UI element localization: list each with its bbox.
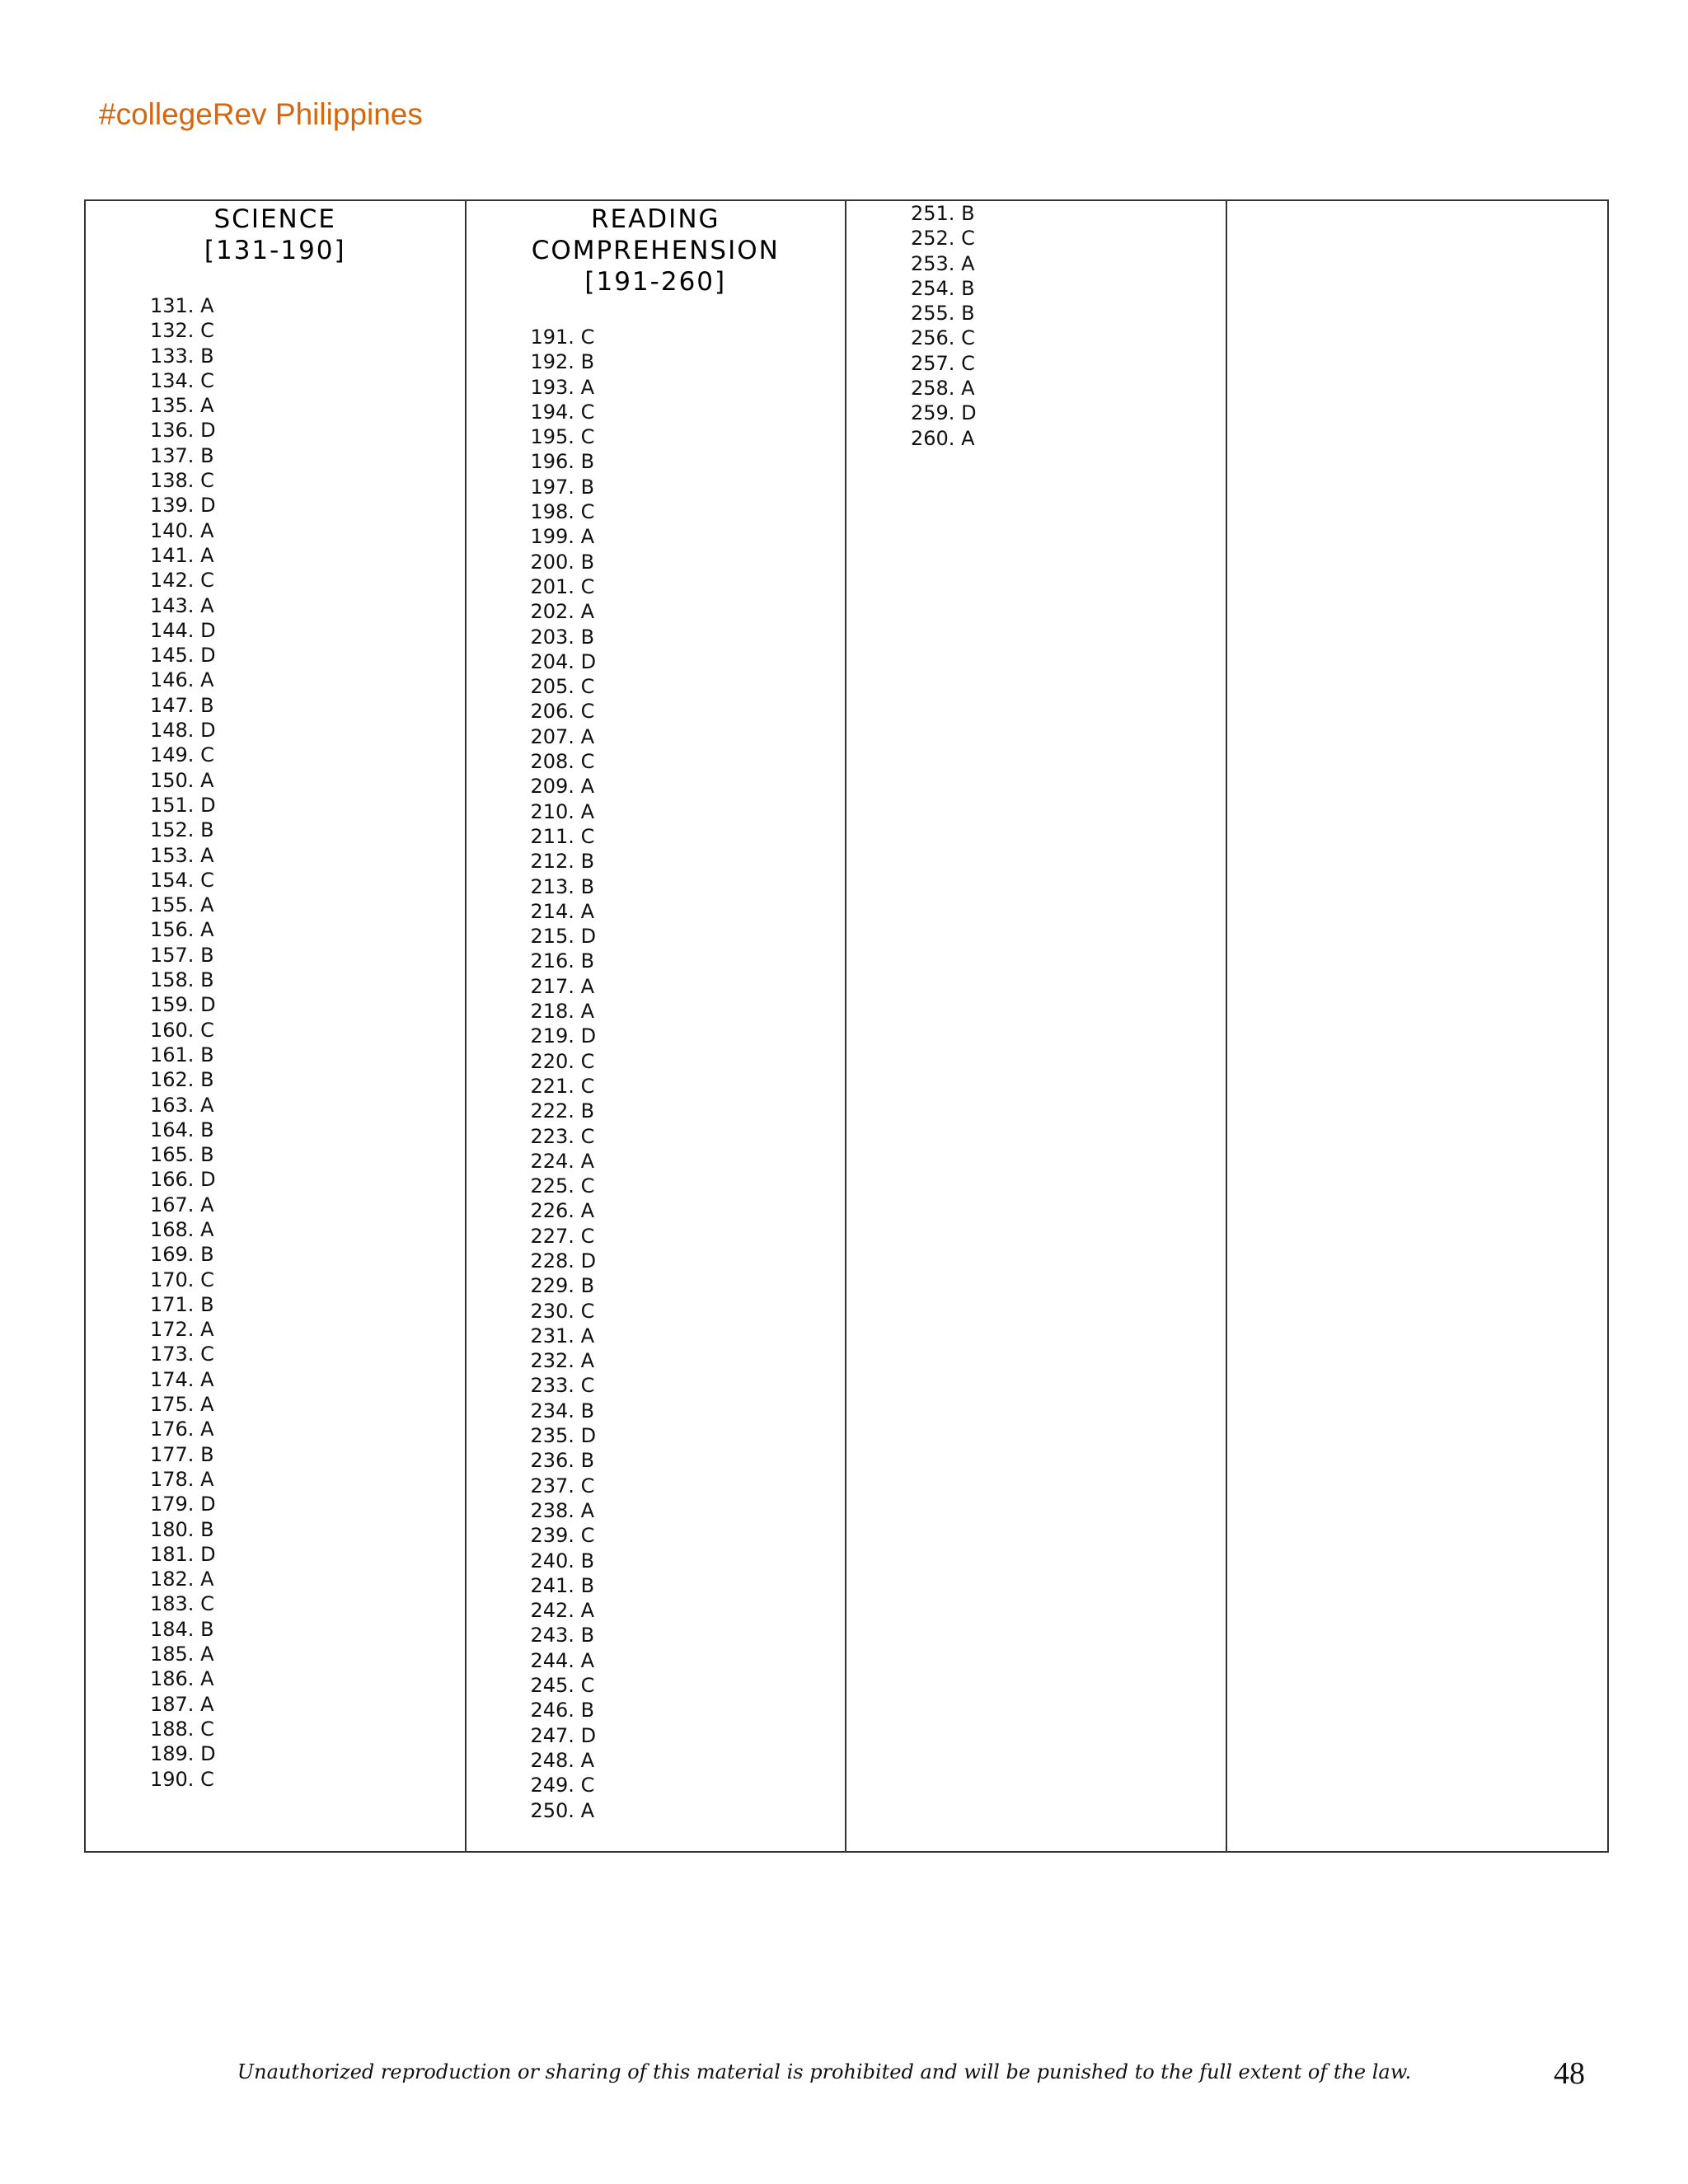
answer-item: 258. A (911, 377, 975, 401)
answer-item: 177. B (150, 1442, 214, 1466)
answer-item: 165. B (150, 1143, 214, 1167)
answer-item: 209. A (530, 775, 594, 799)
answer-item: 244. A (530, 1648, 594, 1672)
answer-item: 259. D (911, 401, 977, 425)
answer-item: 138. C (150, 469, 214, 493)
answer-item: 175. A (150, 1393, 214, 1417)
reading-header (467, 204, 846, 298)
answer-item: 162. B (150, 1068, 214, 1092)
answer-item: 182. A (150, 1568, 214, 1591)
answer-item: 135. A (150, 394, 214, 418)
answer-item: 188. C (150, 1717, 214, 1741)
answer-item: 210. A (530, 799, 594, 823)
section-title: SCIENCE (213, 204, 336, 234)
answer-item: 249. C (530, 1774, 595, 1797)
answer-item: 248. A (530, 1748, 594, 1772)
answer-item: 197. B (530, 475, 595, 499)
answer-item: 172. A (150, 1318, 214, 1342)
answer-item: 185. A (150, 1643, 214, 1666)
copyright-notice: Unauthorized reproduction or sharing of this material is prohibited and will be punished to the full extent of the law. (237, 2060, 1412, 2083)
answer-item: 213. B (530, 874, 595, 898)
answer-item: 134. C (150, 368, 214, 392)
answer-item: 154. C (150, 868, 214, 892)
answer-item: 235. D (530, 1424, 597, 1448)
answer-item: 239. C (530, 1524, 595, 1548)
answer-item: 204. D (530, 649, 597, 673)
answer-item: 179. D (150, 1493, 216, 1516)
answer-item: 194. C (530, 400, 595, 424)
section-title: READING COMPREHENSION (531, 204, 780, 265)
answer-item: 217. A (530, 974, 594, 998)
answer-item: 170. C (150, 1268, 214, 1291)
answer-item: 137. B (150, 443, 214, 467)
answer-item: 236. B (530, 1449, 595, 1473)
answer-item: 223. C (530, 1124, 595, 1148)
answer-item: 199. A (530, 525, 594, 549)
answer-item: 187. A (150, 1692, 214, 1716)
answer-item: 232. A (530, 1349, 594, 1373)
answer-item: 190. C (150, 1767, 214, 1791)
section-range: [191-260] (584, 267, 727, 297)
answer-item: 250. A (530, 1798, 594, 1822)
answer-item: 166. D (150, 1168, 216, 1192)
answer-item: 158. B (150, 968, 214, 992)
answer-item: 142. C (150, 569, 214, 593)
answer-item: 255. B (911, 302, 975, 326)
answer-item: 207. A (530, 724, 594, 748)
answer-item: 260. A (911, 426, 975, 450)
answer-item: 224. A (530, 1149, 594, 1173)
answer-item: 221. C (530, 1074, 595, 1098)
answer-item: 169. B (150, 1243, 214, 1267)
section-range: [131-190] (204, 236, 346, 265)
answer-item: 251. B (911, 202, 975, 225)
answer-item: 225. C (530, 1174, 595, 1198)
answer-item: 228. D (530, 1249, 597, 1272)
answer-item: 196. B (530, 450, 595, 474)
answer-item: 214. A (530, 899, 594, 923)
answer-item: 168. A (150, 1217, 214, 1241)
answer-item: 178. A (150, 1467, 214, 1491)
answer-item: 240. B (530, 1549, 595, 1572)
answer-item: 150. A (150, 768, 214, 792)
answer-item: 195. C (530, 425, 595, 449)
science-column (86, 201, 467, 1851)
page-number: 48 (1554, 2056, 1585, 2091)
answer-item: 256. C (911, 326, 975, 350)
answer-item: 241. B (530, 1573, 595, 1597)
answer-item: 171. B (150, 1292, 214, 1316)
answer-item: 201. C (530, 574, 595, 598)
answer-item: 203. B (530, 625, 595, 649)
answer-list (150, 293, 216, 1792)
answer-item: 234. B (530, 1399, 595, 1422)
answer-item: 149. C (150, 743, 214, 767)
answer-item: 219. D (530, 1024, 597, 1048)
answer-item: 176. A (150, 1418, 214, 1441)
answer-item: 230. C (530, 1299, 595, 1323)
answer-item: 227. C (530, 1224, 595, 1248)
answer-item: 141. A (150, 543, 214, 567)
answer-item: 133. B (150, 344, 214, 368)
answer-item: 229. B (530, 1274, 595, 1298)
answer-item: 220. C (530, 1049, 595, 1073)
answer-item: 139. D (150, 494, 216, 518)
answer-item: 218. A (530, 1000, 594, 1024)
answer-item: 183. C (150, 1592, 214, 1616)
answer-item: 131. A (150, 294, 214, 317)
answer-item: 226. A (530, 1199, 594, 1223)
answer-item: 245. C (530, 1674, 595, 1698)
answer-item: 215. D (530, 925, 597, 949)
answer-item: 145. D (150, 644, 216, 668)
answer-item: 140. A (150, 518, 214, 542)
answer-item: 192. B (530, 350, 595, 374)
answer-item: 198. C (530, 500, 595, 524)
answer-item: 157. B (150, 943, 214, 967)
answer-item: 246. B (530, 1699, 595, 1722)
answer-item: 205. C (530, 675, 595, 699)
answer-item: 211. C (530, 824, 595, 848)
answer-item: 180. B (150, 1517, 214, 1541)
answer-item: 200. B (530, 550, 595, 574)
answer-item: 184. B (150, 1617, 214, 1641)
answer-item: 202. A (530, 600, 594, 624)
answer-item: 253. A (911, 251, 975, 275)
answer-list (531, 325, 597, 1823)
answer-item: 243. B (530, 1624, 595, 1647)
answer-item: 189. D (150, 1742, 216, 1766)
answer-key-table (84, 199, 1609, 1853)
answer-item: 147. B (150, 693, 214, 717)
answer-item: 237. C (530, 1474, 595, 1497)
answer-item: 156. A (150, 918, 214, 942)
answer-item: 186. A (150, 1667, 214, 1691)
answer-item: 208. C (530, 750, 595, 774)
answer-item: 252. C (911, 227, 975, 251)
answer-item: 216. B (530, 949, 595, 973)
answer-item: 159. D (150, 993, 216, 1017)
science-header (86, 204, 465, 266)
answer-item: 233. C (530, 1374, 595, 1398)
answer-item: 152. B (150, 818, 214, 842)
answer-item: 173. C (150, 1343, 214, 1366)
answer-item: 151. D (150, 793, 216, 817)
answer-item: 191. C (530, 326, 595, 349)
answer-item: 155. A (150, 893, 214, 917)
empty-column (1227, 201, 1608, 1851)
answer-item: 231. A (530, 1324, 594, 1347)
answer-item: 242. A (530, 1599, 594, 1623)
answer-item: 212. B (530, 850, 595, 874)
answer-item: 254. B (911, 276, 975, 300)
answer-item: 146. A (150, 668, 214, 692)
answer-item: 174. A (150, 1367, 214, 1391)
answer-item: 161. B (150, 1043, 214, 1066)
answer-item: 148. D (150, 719, 216, 743)
answer-item: 144. D (150, 618, 216, 642)
answer-item: 206. C (530, 700, 595, 724)
answer-item: 193. A (530, 375, 594, 399)
answer-item: 163. A (150, 1093, 214, 1117)
answer-item: 132. C (150, 319, 214, 343)
answer-item: 143. A (150, 593, 214, 617)
reading-comprehension-column (467, 201, 847, 1851)
answer-item: 257. C (911, 351, 975, 375)
answer-item: 167. A (150, 1193, 214, 1216)
reading-continued-column (846, 201, 1227, 1851)
answer-item: 238. A (530, 1498, 594, 1522)
answer-item: 164. B (150, 1118, 214, 1141)
answer-item: 160. C (150, 1018, 214, 1042)
answer-item: 247. D (530, 1723, 597, 1747)
answer-list (911, 201, 977, 451)
answer-item: 153. A (150, 843, 214, 867)
answer-item: 222. B (530, 1099, 595, 1123)
answer-item: 181. D (150, 1542, 216, 1566)
answer-item: 136. D (150, 419, 216, 443)
brand-title: #collegeRev Philippines (99, 97, 423, 131)
